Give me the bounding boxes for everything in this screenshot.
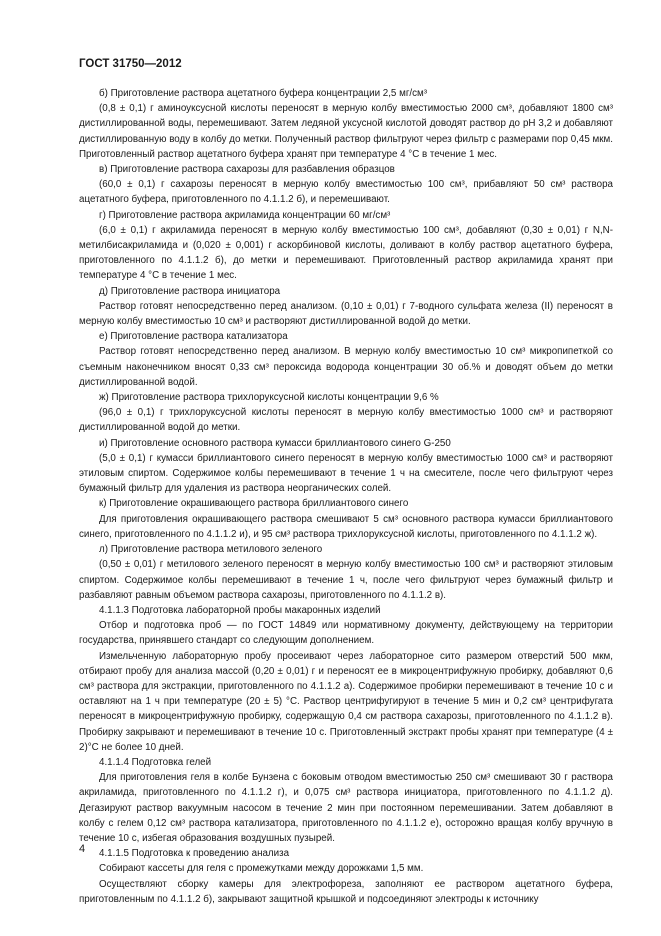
- body-paragraph: Для приготовления окрашивающего раствора смешивают 5 см³ основного раствора кумасси бриллиантового синего, приготовленного по 4.1.1.2 и), и 95 см³ раствора трихлоруксусной кислоты, приготовленного по 4.1.1.2 ж).: [79, 513, 613, 540]
- section-heading: к) Приготовление окрашивающего раствора бриллиантового синего: [99, 498, 409, 510]
- body-paragraph: (6,0 ± 0,1) г акриламида переносят в мерную колбу вместимостью 100 см³, добавляют (0,30 ± 0,01) г N,N-метилбисакриламида и (0,020 ± 0,001) г аскорбиновой кислоты, доливают в колбу раствор ацетатного буфера, приготовленного по 4.1.1.2 б), до метки и перемешивают. Приготовленный раствор акриламида хранят при температуре 4 °С в течение 1 мес.: [79, 224, 613, 282]
- document-body: [79, 86, 613, 907]
- body-paragraph: Раствор готовят непосредственно перед анализом. В мерную колбу вместимостью 10 см³ микропипеткой со съемным наконечником вносят 0,33 см³ пероксида водорода концентрации 30 об.% и доводят объем до метки дистиллированной водой.: [79, 346, 613, 388]
- body-paragraph: Раствор готовят непосредственно перед анализом. (0,10 ± 0,01) г 7-водного сульфата железа (II) переносят в мерную колбу вместимостью 10 см³ и растворяют дистиллированной водой до метки.: [79, 300, 613, 328]
- page-number: 4: [79, 843, 86, 855]
- section-heading: 4.1.1.5 Подготовка к проведению анализа: [99, 848, 290, 860]
- section-heading: 4.1.1.3 Подготовка лабораторной пробы макаронных изделий: [99, 604, 381, 616]
- section-heading: 4.1.1.4 Подготовка гелей: [99, 756, 212, 768]
- body-paragraph: Измельченную лабораторную пробу просеивают через лабораторное сито размером отверстий 500 мкм, отбирают пробу для анализа массой (0,20 ± 0,01) г и переносят ее в микроцентрифужную пробирку, добавляют 0,6 см³ раствора для экстракции, приготовленного по 4.1.1.2 а). Содержимое пробирки перемешивают в течение 10 с и оставляют на 1 ч при температуре (20 ± 5) °С. Раствор центрифугируют в течение 5 мин и 0,2 см³ центрифугата переносят в микроцентрифужную пробирку, содержащую 0,4 см раствора сахарозы, приготовленного по 4.1.1.2 в). Пробирку закрывают и перемешивают в течение 10 с. Приготовленный экстракт пробы хранят при температуре (4 ± 2)°С не более 10 дней.: [79, 650, 613, 753]
- body-paragraph: (96,0 ± 0,1) г трихлоруксусной кислоты переносят в мерную колбу вместимостью 1000 см³ и растворяют дистиллированной водой до метки.: [79, 407, 613, 434]
- body-paragraph: (5,0 ± 0,1) г кумасси бриллиантового синего переносят в мерную колбу вместимостью 1000 см³ и растворяют этиловым спиртом. Содержимое колбы перемешивают в течение 1 ч на смесителе, после чего фильтруют через бумажный фильтр для удаления из раствора неорганических солей.: [79, 452, 613, 495]
- body-paragraph: Осуществляют сборку камеры для электрофореза, заполняют ее раствором ацетатного буфера, приготовленным по 4.1.1.2 б), закрывают защитной крышкой и подсоединяют электроды к источнику: [79, 878, 613, 905]
- body-paragraph: Для приготовления геля в колбе Бунзена с боковым отводом вместимостью 250 см³ смешивают 30 г раствора акриламида, приготовленного по 4.1.1.2 г), и 0,075 см³ раствора инициатора, приготовленного по 4.1.1.2 д). Дегазируют раствор вакуумным насосом в течение 2 мин при постоянном перемешивании. Затем добавляют в колбу с гелем 0,12 см³ раствора катализатора, приготовленного по 4.1.1.2 е), осторожно вращая колбу вручную в течение 10 с, избегая образования воздушных пузырей.: [79, 772, 613, 844]
- section-heading: и) Приготовление основного раствора кумасси бриллиантового синего G-250: [99, 437, 451, 449]
- section-heading: е) Приготовление раствора катализатора: [99, 331, 288, 343]
- section-heading: д) Приготовление раствора инициатора: [99, 285, 281, 297]
- section-heading: в) Приготовление раствора сахарозы для разбавления образцов: [99, 164, 395, 176]
- section-heading: г) Приготовление раствора акриламида концентрации 60 мг/см³: [99, 209, 391, 221]
- document-header: ГОСТ 31750—2012: [79, 58, 182, 70]
- body-paragraph: (60,0 ± 0,1) г сахарозы переносят в мерную колбу вместимостью 100 см³, прибавляют 50 см³ раствора ацетатного буфера, приготовленного по 4.1.1.2 б), и перемешивают.: [79, 179, 613, 206]
- section-heading: л) Приготовление раствора метилового зеленого: [99, 544, 323, 556]
- section-heading: ж) Приготовление раствора трихлоруксусной кислоты концентрации 9,6 %: [99, 392, 439, 404]
- body-paragraph: (0,8 ± 0,1) г аминоуксусной кислоты переносят в мерную колбу вместимостью 2000 см³, добавляют 1800 см³ дистиллированной воды, перемешивают. Затем ледяной уксусной кислотой доводят раствор до рН 3,2 и добавляют дистиллированную воду в колбу до метки. Полученный раствор фильтруют через фильтр с размерами пор 0,45 мкм. Приготовленный раствор ацетатного буфера хранят при температуре 4 °С в течение 1 мес.: [79, 103, 613, 160]
- section-heading: б) Приготовление раствора ацетатного буфера концентрации 2,5 мг/см³: [99, 88, 428, 99]
- body-paragraph: Собирают кассеты для геля с промежутками между дорожками 1,5 мм.: [99, 863, 424, 875]
- body-paragraph: Отбор и подготовка проб — по ГОСТ 14849 или нормативному документу, действующему на территории государства, принявшего стандарт со следующим дополнением.: [79, 620, 613, 647]
- body-paragraph: (0,50 ± 0,01) г метилового зеленого переносят в мерную колбу вместимостью 100 см³ и растворяют этиловым спиртом. Содержимое колбы перемешивают в течение 1 ч, после чего фильтруют через бумажный фильтр и разбавляют равным объемом раствора сахарозы, приготовленного по 4.1.1.2 в).: [79, 559, 613, 601]
